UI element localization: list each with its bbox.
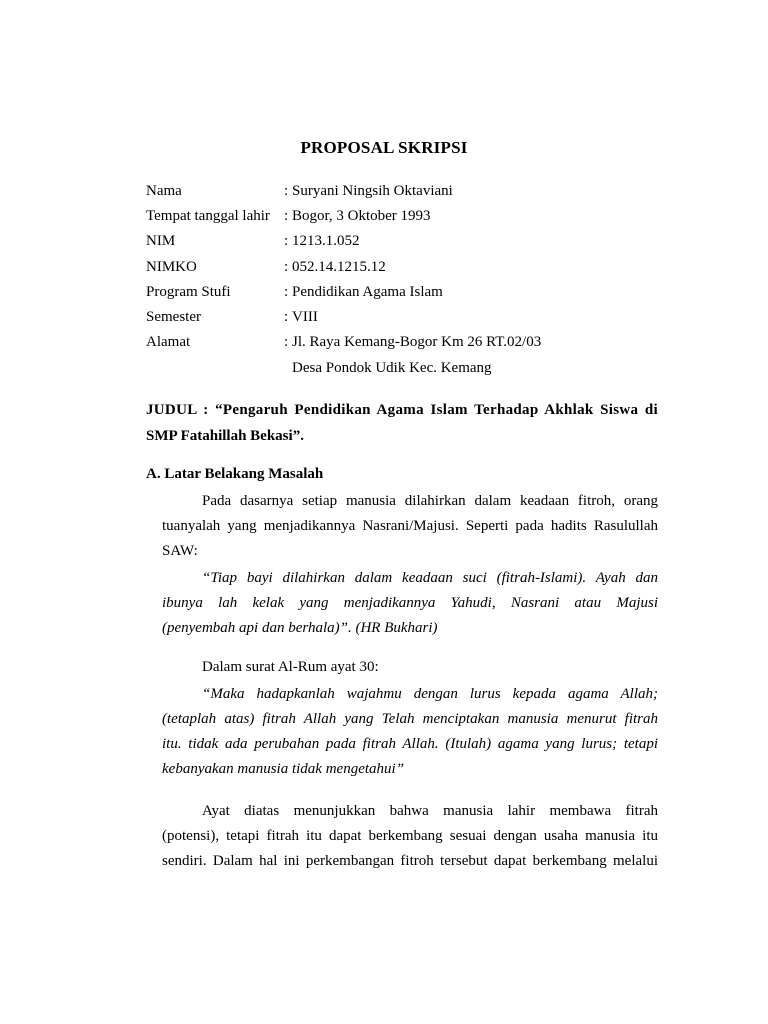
info-row-ttl bbox=[146, 207, 431, 225]
info-label: Tempat tanggal lahir bbox=[146, 208, 270, 224]
quote-line: “Tiap bayi dilahirkan dalam keadaan suci (fitrah-Islami). Ayah dan bbox=[202, 570, 658, 586]
section-heading: A. Latar Belakang Masalah bbox=[146, 466, 324, 482]
info-label: Alamat bbox=[146, 334, 191, 350]
hadith-quote bbox=[162, 566, 658, 641]
info-row-nimko bbox=[146, 258, 386, 276]
info-row-alamat bbox=[146, 333, 541, 351]
surah-intro: Dalam surat Al-Rum ayat 30: bbox=[202, 659, 379, 675]
info-label: NIM bbox=[146, 233, 176, 249]
thesis-title-line: SMP Fatahillah Bekasi”. bbox=[146, 428, 304, 444]
info-separator: : bbox=[284, 233, 289, 249]
quote-line: (penyembah api dan berhala)”. (HR Bukhari) bbox=[162, 620, 438, 636]
quote-line: itu. tidak ada perubahan pada fitrah Allah. (Itulah) agama yang lurus; tetapi bbox=[162, 736, 658, 752]
quote-line: (tetaplah atas) fitrah Allah yang Telah menciptakan manusia menurut fitrah bbox=[162, 711, 658, 727]
info-value: 052.14.1215.12 bbox=[292, 259, 386, 275]
paragraph-line: (potensi), tetapi fitrah itu dapat berkembang sesuai dengan usaha manusia itu bbox=[162, 828, 658, 844]
quran-quote bbox=[162, 682, 658, 782]
info-separator: : bbox=[284, 309, 289, 325]
paragraph-explanation bbox=[162, 799, 658, 874]
quote-line: kebanyakan manusia tidak mengetahui” bbox=[162, 761, 405, 777]
paragraph-intro bbox=[162, 489, 658, 564]
paragraph-line: SAW: bbox=[162, 543, 198, 559]
info-value: Bogor, 3 Oktober 1993 bbox=[292, 208, 431, 224]
info-label: Semester bbox=[146, 309, 201, 325]
address-continuation: Desa Pondok Udik Kec. Kemang bbox=[292, 360, 492, 376]
info-separator: : bbox=[284, 334, 289, 350]
info-row-program bbox=[146, 283, 443, 301]
info-row-nama bbox=[146, 182, 453, 200]
paragraph-line: sendiri. Dalam hal ini perkembangan fitroh tersebut dapat berkembang melalui bbox=[162, 853, 658, 869]
info-label: Program Stufi bbox=[146, 284, 231, 300]
thesis-title-block bbox=[146, 397, 658, 449]
document-title: PROPOSAL SKRIPSI bbox=[300, 138, 468, 157]
info-label: NIMKO bbox=[146, 259, 197, 275]
info-value: VIII bbox=[292, 309, 318, 325]
paragraph-line: Pada dasarnya setiap manusia dilahirkan dalam keadaan fitroh, orang bbox=[202, 493, 658, 509]
info-value: 1213.1.052 bbox=[292, 233, 360, 249]
paragraph-line: Ayat diatas menunjukkan bahwa manusia lahir membawa fitrah bbox=[202, 803, 658, 819]
info-row-nim bbox=[146, 232, 360, 250]
info-separator: : bbox=[284, 183, 289, 199]
info-label: Nama bbox=[146, 183, 182, 199]
info-value: Suryani Ningsih Oktaviani bbox=[292, 183, 453, 199]
quote-line: “Maka hadapkanlah wajahmu dengan lurus kepada agama Allah; bbox=[202, 686, 658, 702]
info-separator: : bbox=[284, 208, 289, 224]
thesis-title-line: JUDUL : “Pengaruh Pendidikan Agama Islam Terhadap Akhlak Siswa di bbox=[146, 402, 658, 418]
info-row-semester bbox=[146, 308, 318, 326]
info-separator: : bbox=[284, 284, 289, 300]
info-separator: : bbox=[284, 259, 289, 275]
info-value: Pendidikan Agama Islam bbox=[292, 284, 443, 300]
quote-line: ibunya lah kelak yang menjadikannya Yahudi, Nasrani atau Majusi bbox=[162, 595, 658, 611]
paragraph-line: tuanyalah yang menjadikannya Nasrani/Majusi. Seperti pada hadits Rasulullah bbox=[162, 518, 658, 534]
info-value: Jl. Raya Kemang-Bogor Km 26 RT.02/03 bbox=[292, 334, 542, 350]
